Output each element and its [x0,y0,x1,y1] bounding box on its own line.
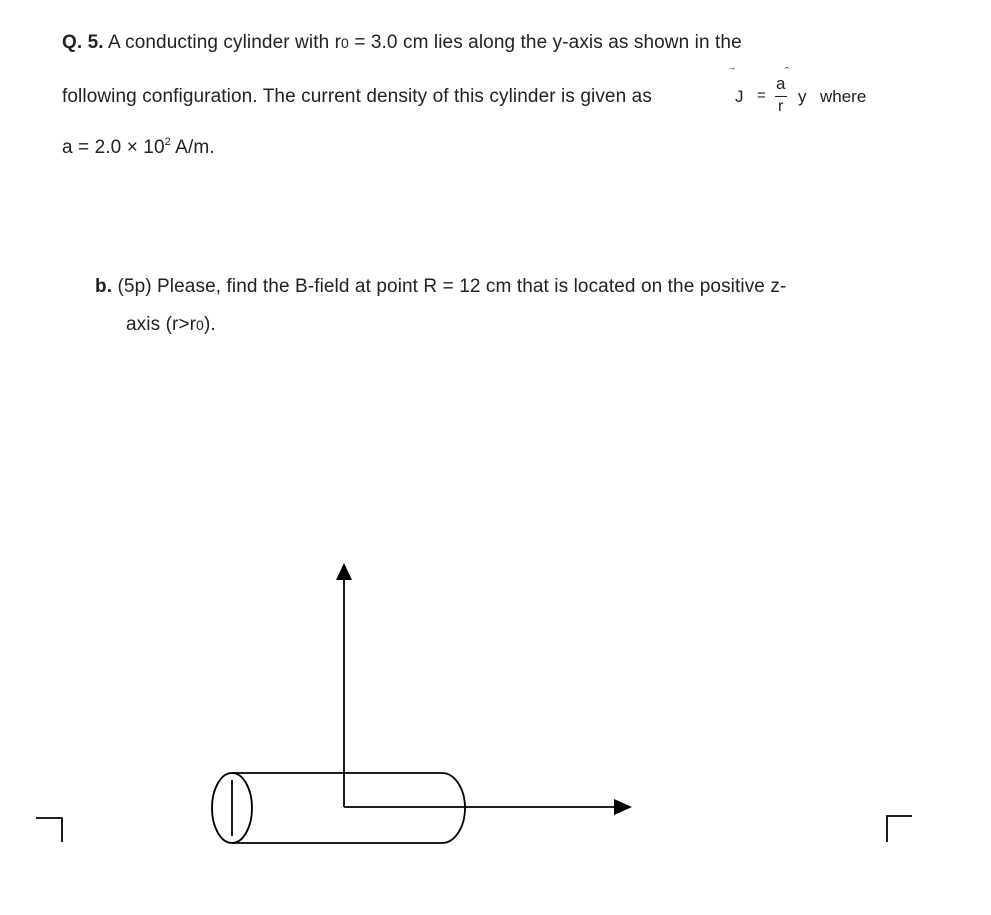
up-arrow-icon [336,563,352,580]
r0-subscript-2: 0 [196,317,204,333]
right-arrow-icon [614,799,632,815]
question-number: Q. 5. [62,32,104,53]
equation-equals: = [757,87,766,104]
equation-trailing-text: where [820,87,867,106]
question-text-1a: A conducting cylinder with r [103,32,342,53]
exponent: 2 [164,136,171,148]
cylinder-body [232,773,465,843]
corner-mark-right [887,816,912,842]
equation-numerator: a [776,74,786,93]
part-b-text-2a: axis (r>r [126,314,197,335]
vector-arrow-icon: → [727,62,736,72]
question-text-1b: = 3.0 cm lies along the y-axis as shown in the [348,32,742,53]
question-text-3b: A/m. [170,137,215,158]
part-b-text-1: (5p) Please, find the B-field at point R = 12 cm that is located on the positive z- [112,276,787,297]
corner-mark-left [36,818,62,842]
r0-subscript: 0 [341,35,349,51]
question-line-2: following configuration. The current density of this cylinder is given as [62,86,652,107]
question-text-3a: a = 2.0 × 10 [62,137,165,158]
equation-unit-vector: y [798,87,807,106]
part-b-text-2b: ). [203,314,216,335]
equation-lhs: J [735,87,744,106]
hat-icon: ˆ [785,66,789,78]
equation-denominator: r [778,98,784,115]
part-b-label: b. [95,276,113,297]
